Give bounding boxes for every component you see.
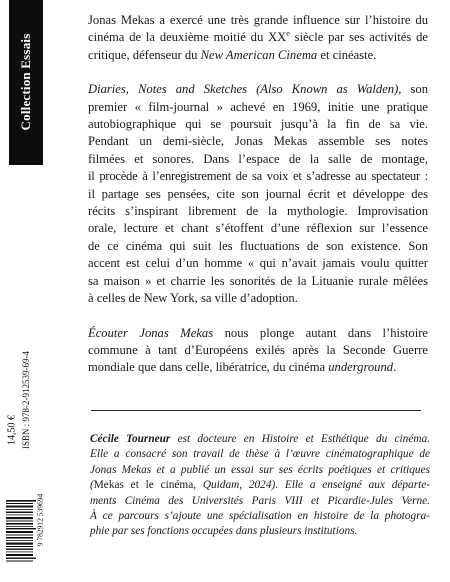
author-name: Cécile Tourneur bbox=[90, 433, 171, 445]
text-line: filmées et sonores. Dans l’espace de la salle de montage, bbox=[88, 151, 428, 166]
blurb-text bbox=[88, 12, 428, 377]
text-line: Pendant un demi-siècle, Jonas Mekas assemble ses notes bbox=[88, 134, 428, 149]
text-line: Écouter Jonas Mekas nous plonge autant dans l’histoire bbox=[88, 325, 428, 340]
text-line: il procède à l’enregistrement de sa voix et s’adresse au spectateur : bbox=[88, 169, 428, 184]
italic-term: underground bbox=[328, 360, 394, 375]
text-line: accent est celui d’un homme « qui n’avait jamais voulu quitter bbox=[88, 256, 428, 271]
text-line: sa maison » et charrie les sonorités de la Lituanie rurale mêlées bbox=[88, 273, 428, 288]
paragraph-conclusion bbox=[88, 325, 428, 377]
text-line: à celles de New York, sa ville d’adoption. bbox=[88, 291, 298, 306]
text-line: Cécile Tourneur est docteure en Histoire et Esthétique du cinéma. bbox=[90, 433, 430, 445]
paragraph-diaries bbox=[88, 81, 428, 307]
paragraph-intro bbox=[88, 12, 428, 64]
text-line: critique, défenseur du New American Cinema et cinéaste. bbox=[88, 47, 377, 62]
text-line: commune à tant d’Européens exilés après la Seconde Guerre bbox=[88, 342, 428, 357]
text-line: orale, lecture et chant s’étoffent d’une réflexion sur l’essence bbox=[88, 221, 428, 236]
barcode-digits: 9 782912 539694 bbox=[35, 493, 45, 547]
text-line: récits s’inspirant librement de la mythologie. Improvisation bbox=[88, 204, 428, 219]
spine-band bbox=[0, 0, 52, 562]
text-line: ments Cinéma des Universités Paris VIII et Picardie-Jules Verne. bbox=[90, 494, 430, 507]
text-line: phie par ses fonctions occupées dans plusieurs institutions. bbox=[90, 525, 358, 538]
text-line: premier « film-journal » achevé en 1969, initie une pratique bbox=[88, 99, 428, 114]
text-line: mondiale que dans celle, libératrice, du cinéma underground. bbox=[88, 360, 397, 375]
text-line: il partage ses pensées, cite son journal écrit et développe des bbox=[88, 186, 428, 201]
text-line: Diaries, Notes and Sketches (Also Known as Walden), son bbox=[88, 82, 428, 97]
text-line: Jonas Mekas a exercé une très grande influence sur l’histoire du bbox=[88, 13, 428, 27]
text-line: Elle a consacré son travail de thèse à l’œuvre cinématographique de bbox=[90, 448, 430, 461]
collection-label: Collection Essais bbox=[18, 33, 33, 131]
book-title: Écouter Jonas Mekas bbox=[88, 325, 214, 340]
book-title: Mekas et le cinéma, bbox=[93, 479, 197, 492]
isbn-label: ISBN : 978-2-912539-69-4 bbox=[21, 351, 31, 449]
film-title: Diaries, Notes and Sketches (Also Known as Walden) bbox=[88, 82, 399, 97]
divider bbox=[91, 410, 421, 411]
author-bio bbox=[90, 432, 430, 540]
text-line: autobiographique qui se poursuit jusqu’à la fin de sa vie. bbox=[88, 117, 428, 132]
price-label: 14,50 € bbox=[6, 415, 18, 445]
text-line: (Mekas et le cinéma, Quidam, 2024). Elle a enseigné aux départe- bbox=[90, 479, 431, 492]
text-line: Jonas Mekas et a publié un essai sur ses écrits poétiques et critiques bbox=[90, 463, 430, 476]
text-line: cinéma de la deuxième moitié du XXe siècle par ses activités de bbox=[88, 29, 428, 45]
film-title: New American Cinema bbox=[200, 47, 318, 62]
text-line: À ce parcours s’ajoute une spécialisation en histoire de la photogra- bbox=[90, 510, 430, 523]
text-line: de ce cinéma qui suit les fluctuations de son existence. Son bbox=[88, 238, 428, 253]
